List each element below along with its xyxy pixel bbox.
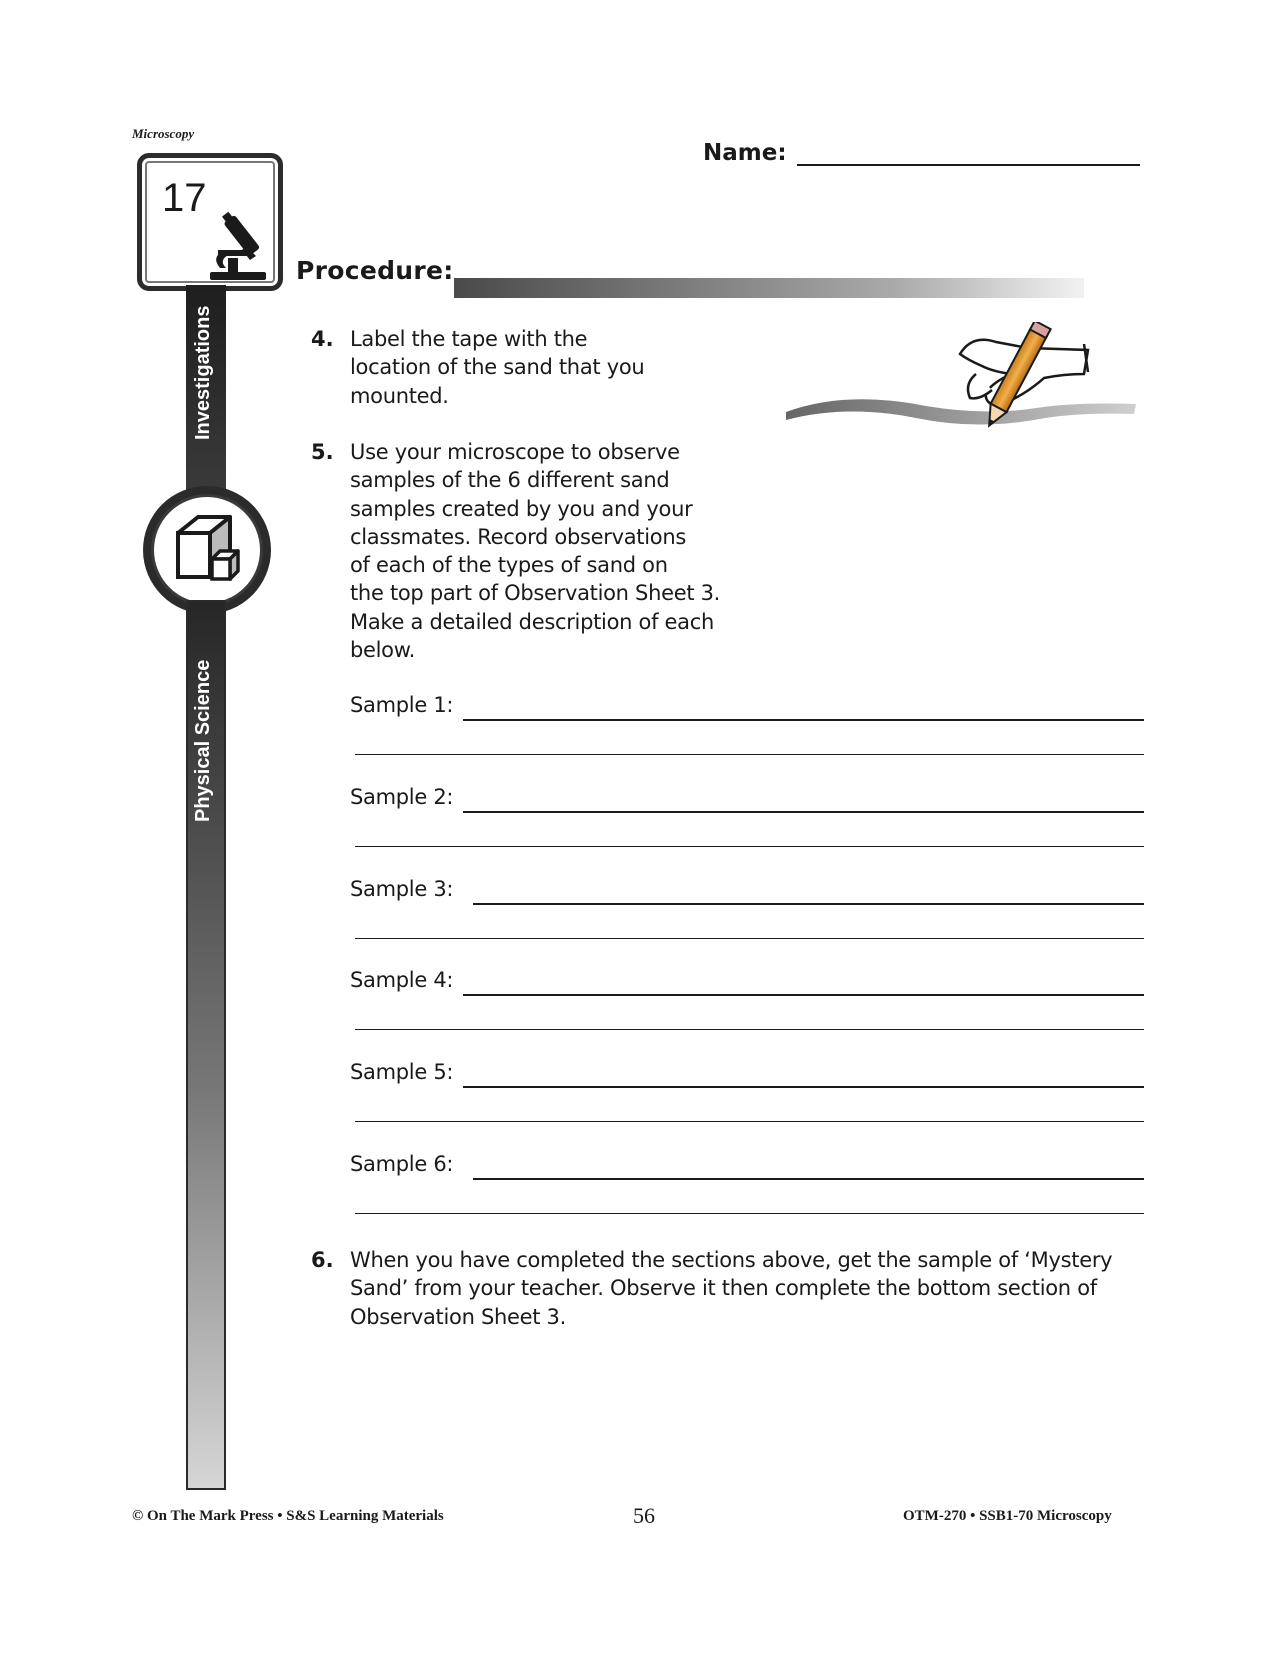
lesson-badge [137, 153, 283, 291]
step-4-text: Label the tape with the location of the sand that you mounted. [350, 327, 645, 408]
procedure-heading: Procedure: [296, 256, 454, 285]
sample-1-label: Sample 1: [350, 693, 454, 717]
pencil-tape-illustration [780, 322, 1152, 438]
cubes-icon [166, 509, 248, 591]
procedure-divider [454, 278, 1084, 298]
sample-4-label: Sample 4: [350, 968, 454, 992]
sample-6-line-2[interactable] [355, 1213, 1144, 1214]
footer-product-code: OTM-270 • SSB1-70 Microscopy [903, 1508, 1112, 1524]
sample-3-line-2[interactable] [355, 938, 1144, 939]
sample-1-line-2[interactable] [355, 754, 1144, 755]
topic-badge [143, 486, 271, 614]
sample-4-line[interactable] [463, 994, 1144, 996]
sample-2-line[interactable] [463, 811, 1144, 813]
name-label: Name: [703, 140, 787, 166]
sample-2-label: Sample 2: [350, 785, 454, 809]
microscope-icon [206, 206, 272, 282]
sample-4-line-2[interactable] [355, 1029, 1144, 1030]
unit-label: Microscopy [132, 126, 195, 141]
page-number: 56 [633, 1503, 655, 1528]
lesson-number: 17 [162, 176, 207, 220]
footer-publisher: © On The Mark Press • S&S Learning Materials [132, 1508, 444, 1524]
step-number-4: 4. [311, 327, 334, 351]
sample-6-line[interactable] [473, 1178, 1144, 1180]
step-number-6: 6. [311, 1248, 334, 1272]
name-answer-line[interactable] [797, 164, 1140, 166]
sample-2-line-2[interactable] [355, 846, 1144, 847]
sample-5-line[interactable] [463, 1086, 1144, 1088]
sidebar-label-investigations: Investigations [192, 306, 214, 441]
sample-5-line-2[interactable] [355, 1121, 1144, 1122]
step-5-text: Use your microscope to observe samples of the 6 different sand samples created by you and your classmates. Record observations of each of the types of sand on the top part of Observation Sheet 3. Make a detailed description of each below. [350, 440, 721, 663]
sample-5-label: Sample 5: [350, 1060, 454, 1084]
sample-1-line[interactable] [463, 719, 1144, 721]
step-number-5: 5. [311, 440, 334, 464]
sample-3-label: Sample 3: [350, 877, 454, 901]
sample-3-line[interactable] [473, 903, 1144, 905]
sample-6-label: Sample 6: [350, 1152, 454, 1176]
step-6-text: When you have completed the sections above, get the sample of ‘Mystery Sand’ from your teacher. Observe it then complete the bottom section of Observation Sheet 3. [350, 1248, 1113, 1329]
sidebar-label-physical-science: Physical Science [192, 660, 214, 823]
